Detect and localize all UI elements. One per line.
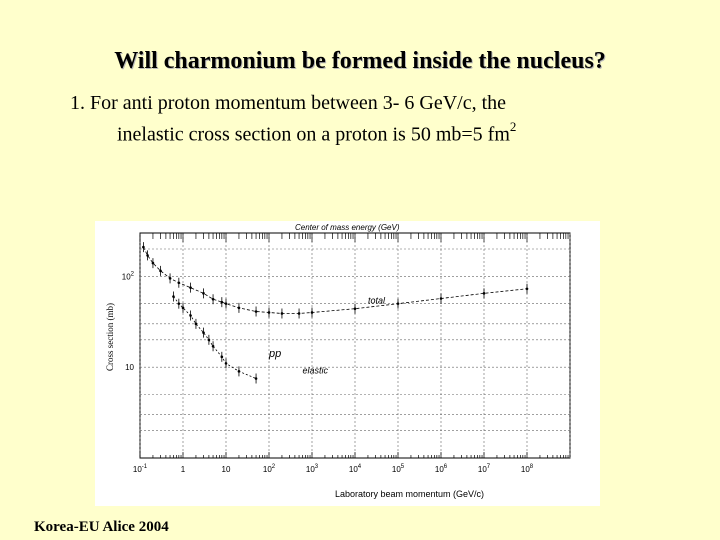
data-point [440, 297, 443, 300]
data-point [202, 331, 205, 334]
data-point [212, 298, 215, 301]
x-tick-label: $10^7$ [477, 464, 491, 474]
annotation-label: total [367, 295, 385, 306]
data-point [298, 312, 301, 315]
data-point [281, 312, 284, 315]
data-point [189, 286, 192, 289]
annotation-label: elastic [302, 365, 328, 376]
bullet-text [70, 90, 690, 148]
data-point [146, 254, 149, 257]
x-tick-label: $10^8$ [520, 464, 534, 474]
y-axis-label: Cross section (mb) [105, 303, 115, 371]
bullet-line-1: 1. For anti proton momentum between 3- 6 GeV/c, the [70, 92, 507, 114]
x-tick-label: $10^6$ [434, 464, 448, 474]
data-point [526, 287, 529, 290]
data-point [221, 301, 224, 304]
data-point [225, 362, 228, 365]
y-tick-label: 10 [125, 363, 134, 373]
data-point [255, 310, 258, 313]
data-point [189, 314, 192, 317]
data-point [212, 345, 215, 348]
footer: Korea-EU Alice 2004 [34, 519, 169, 535]
x-axis-label: Laboratory beam momentum (GeV/c) [335, 489, 485, 499]
data-point [178, 281, 181, 284]
top-axis-label: Center of mass energy (GeV) [295, 223, 400, 232]
data-point [169, 277, 172, 280]
data-point [172, 295, 175, 298]
data-point [238, 370, 241, 373]
data-point [311, 311, 314, 314]
x-tick-label: $10^{-1}$ [132, 464, 148, 474]
cross-section-figure [95, 221, 600, 506]
x-tick-label: $10^3$ [305, 464, 319, 474]
x-tick-label: $10^4$ [348, 464, 362, 474]
x-tick-label: $10^5$ [391, 464, 405, 474]
data-point [397, 302, 400, 305]
data-point [238, 307, 241, 310]
x-tick-label: $10^2$ [262, 464, 276, 474]
data-point [202, 292, 205, 295]
slide-title: Will charmonium be formed inside the nucleus? [114, 48, 606, 74]
y-tick-label: $10^2$ [121, 271, 134, 282]
bullet-line-2-text: inelastic cross section on a proton is 50 mb=5 fm [117, 123, 510, 146]
data-point [225, 302, 228, 305]
cross-section-chart [95, 221, 600, 506]
data-point [268, 311, 271, 314]
data-point [221, 356, 224, 359]
data-point [142, 246, 145, 249]
data-point [159, 270, 162, 273]
data-point [483, 292, 486, 295]
data-point [178, 302, 181, 305]
data-point [255, 377, 258, 380]
data-point [208, 339, 211, 342]
bullet-superscript: 2 [509, 119, 517, 134]
x-tick-label: 1 [180, 465, 186, 474]
bullet-line-2 [70, 116, 690, 148]
data-point [182, 307, 185, 310]
data-point [195, 323, 198, 326]
annotation-label: pp [269, 347, 282, 360]
data-point [152, 262, 155, 265]
x-tick-label: 10 [221, 465, 231, 474]
data-point [354, 307, 357, 310]
